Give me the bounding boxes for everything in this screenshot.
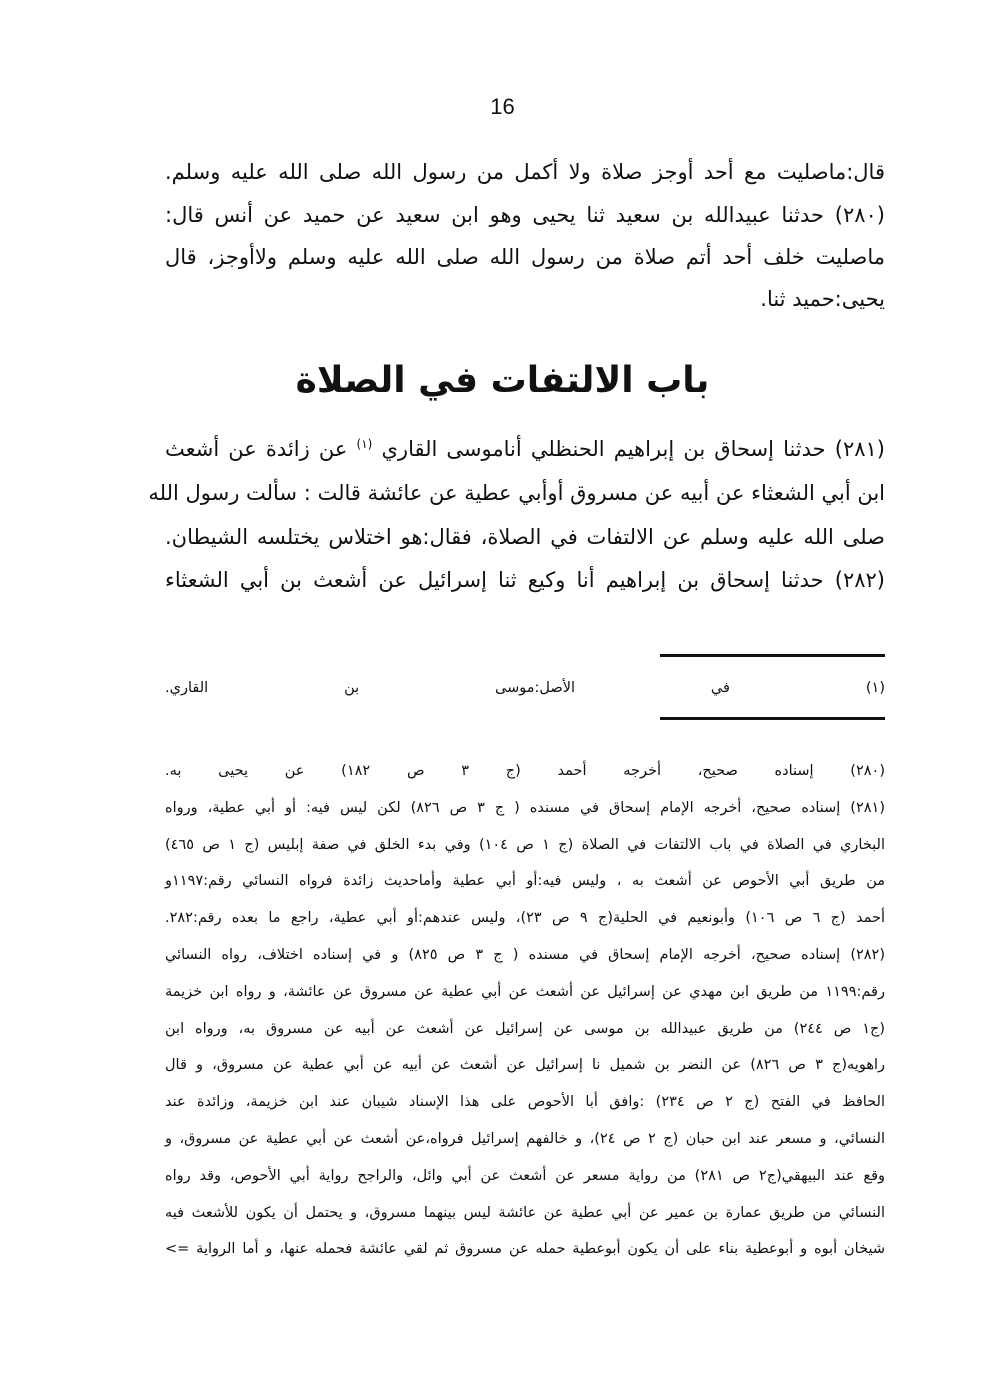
main-text-line: ابن أبي الشعثاء عن أبيه عن مسروق أوأبي عطية عن عائشة قالت : سألت رسول الله: [148, 481, 885, 505]
footnote-line: (٢٨٠) إسناده صحيح، أخرجه أحمد (ج ٣ ص ١٨٢) عن يحيى به.: [165, 763, 886, 779]
footnote-line: (٢٨١) إسناده صحيح، أخرجه الإمام إسحاق في مسنده ( ج ٣ ص ٨٢٦) لكن ليس فيه: أو أبي عطية، ورواه: [165, 799, 886, 816]
main-text-line: (٢٨٠) حدثنا عبيدالله بن سعيد ثنا يحيى وهو ابن سعيد عن حميد عن أنس قال:: [165, 203, 885, 227]
main-text-line: قال:ماصليت مع أحد أوجز صلاة ولا أكمل من رسول الله صلى الله عليه وسلم.: [165, 160, 885, 184]
main-text-line: ماصليت خلف أحد أتم صلاة من رسول الله صلى الله عليه وسلم ولاأوجز، قال: [165, 245, 885, 269]
chapter-title: باب الالتفات في الصلاة: [295, 360, 710, 401]
footnote-divider: [660, 654, 885, 657]
footnote: (١) في الأصل:موسى بن القاري.: [165, 680, 885, 696]
main-text-line: يحيى:حميد ثنا.: [760, 287, 885, 311]
footnote-divider: [660, 717, 885, 720]
page-number: 16: [490, 94, 515, 119]
main-text-line: (٢٨٢) حدثنا إسحاق بن إبراهيم أنا وكيع ثنا إسرائيل عن أشعث بن أبي الشعثاء: [165, 568, 885, 592]
footnote-line: وقع عند البيهقي(ج٢ ص ٢٨١) من رواية مسعر عن أشعث عن أبي وائل، والراجح رواية أبي الأحوص، وقد رواه: [165, 1167, 886, 1184]
footnote-line: الحافظ في الفتح (ج ٢ ص ٢٣٤) :وافق أبا الأحوص على هذا الإسناد شيبان عند ابن خزيمة، وزائدة عند: [165, 1094, 886, 1111]
footnote-line: (٢٨٢) إسناده صحيح، أخرجه الإمام إسحاق في مسنده ( ج ٣ ص ٨٢٥) و في إسناده اختلاف، رواه النسائي: [165, 947, 886, 963]
footnote-line: النسائي من طريق عمارة بن عمير عن أبي عطية عن عائشة ليس بينهما مسروق، و يحتمل أن يكون للأشعث فيه: [165, 1204, 885, 1221]
text-segment: (٢٨١) حدثنا إسحاق بن إبراهيم الحنظلي أناموسى القاري: [381, 437, 885, 461]
footnote-marker: (١): [356, 437, 373, 451]
footnote-line: شيخان أبوه و أبوعطية بناء على أن يكون أبوعطية حمله عن مسروق ثم لقي عائشة فحمله عنها، و أما الرواية =>: [165, 1241, 885, 1258]
footnote-line: النسائي، و مسعر عند ابن حبان (ج ٢ ص ٢٤)، و خالفهم إسرائيل فرواه،عن أشعث عن أبي عطية عن مسروق، و: [165, 1131, 886, 1147]
footnote-line: البخاري في الصلاة في باب الالتفات في الصلاة (ج ١ ص ١٠٤) وفي بدء الخلق في صفة إبليس (ج ١ ص ٤٦٥): [165, 836, 885, 853]
main-text-line: [165, 437, 885, 461]
footnote-line: أحمد (ج ٦ ص ١٠٦) وأبونعيم في الحلية(ج ٩ ص ٢٣)، وليس عندهم:أو أبي عطية، راجع ما بعده رقم:٢٨٢.: [165, 910, 885, 927]
main-text-line: صلى الله عليه وسلم عن الالتفات في الصلاة، فقال:هو اختلاس يختلسه الشيطان.: [165, 525, 885, 549]
text-segment: عن زائدة عن أشعث: [165, 437, 348, 461]
footnote-line: رقم:١١٩٩ من طريق ابن مهدي عن إسرائيل عن أشعث عن أبي عطية عن مسروق عن عائشة، و رواه ابن خزيمة: [165, 983, 885, 1000]
footnote-line: راهويه(ج ٣ ص ٨٢٦) عن النضر بن شميل نا إسرائيل عن أشعث عن أبيه عن أبي عطية عن مسروق، و قال: [165, 1057, 885, 1074]
footnote-line: من طريق أبي الأحوص عن أشعث به ، وليس فيه:أو أبي عطية وأماحديث زائدة فرواه النسائي رقم:١١٩٧و: [165, 873, 885, 890]
footnote-line: (ج١ ص ٢٤٤) من طريق عبيدالله بن موسى عن إسرائيل عن أشعث عن أبيه عن مسروق به، ورواه ابن: [165, 1020, 886, 1037]
